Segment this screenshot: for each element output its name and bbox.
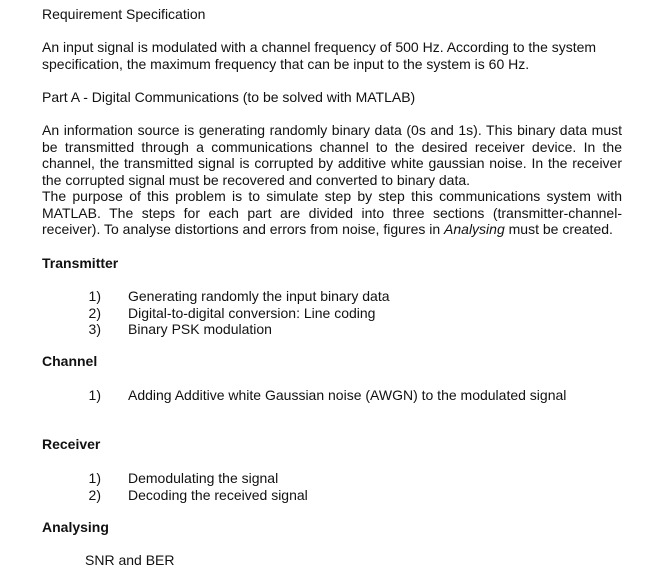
purpose-text-end: must be created. [504,221,613,237]
list-item [82,288,390,305]
list-number: 1) [88,387,101,403]
list-text: Generating randomly the input binary data [128,288,390,304]
purpose-text: The purpose of this problem is to simulate step by step this communications system with MATLAB. The steps for each part are divided into three sections (transmitter-channel-receiver). To analyse distortions and errors from noise, figures in [42,188,622,237]
list-text: Adding Additive white Gaussian noise (AWGN) to the modulated signal [128,387,567,403]
list-text: Binary PSK modulation [128,321,272,337]
list-text: Decoding the received signal [128,486,308,503]
transmitter-list [82,288,390,338]
list-item [82,321,390,338]
intro-paragraph: An input signal is modulated with a channel frequency of 500 Hz. According to the system specification, the maximum frequency that can be input to the system is 60 Hz. [42,39,597,72]
analysing-heading: Analysing [42,519,109,535]
list-text: Digital-to-digital conversion: Line coding [128,304,376,321]
list-number: 3) [88,321,101,337]
transmitter-heading: Transmitter [42,255,119,271]
list-number: 2) [88,486,101,503]
list-text: Demodulating the signal [128,470,279,486]
channel-list [82,387,566,404]
purpose-emphasis: Analysing [444,221,505,237]
list-item [82,305,390,322]
document-title: Requirement Specification [42,6,206,22]
receiver-heading: Receiver [42,436,101,452]
list-number: 1) [88,288,101,304]
part-a-heading: Part A - Digital Communications (to be solved with MATLAB) [42,89,416,105]
list-item [82,387,566,404]
list-item [82,470,308,487]
source-paragraph: An information source is generating randomly binary data (0s and 1s). This binary data must be transmitted through a communications channel to the desired receiver device. In the channel, the transmitted signal is corrupted by additive white gaussian noise. In the receiver the corrupted signal must be recovered and converted to binary data. [42,122,622,188]
purpose-paragraph [42,188,622,238]
channel-heading: Channel [42,353,98,369]
list-item [82,487,308,504]
list-number: 1) [88,470,101,486]
receiver-list [82,470,308,503]
list-number: 2) [88,304,101,321]
analysing-text: SNR and BER [85,552,175,568]
